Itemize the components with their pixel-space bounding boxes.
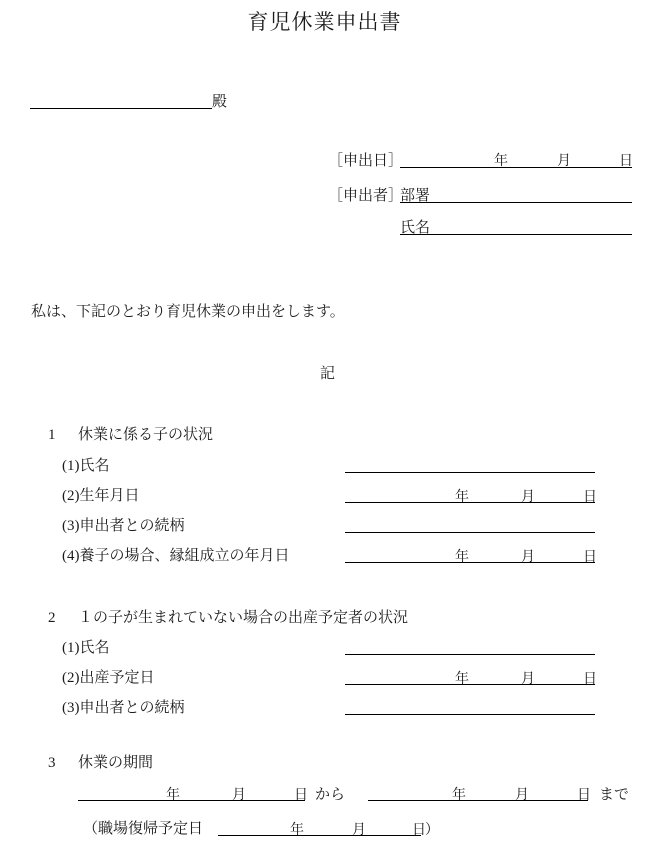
section-1-item-4-year-unit: 年 [455,550,469,565]
section-2-item-3-rule[interactable] [345,714,595,715]
section-1-item-3-rule[interactable] [345,532,595,533]
leave-end-month-unit: 月 [515,788,529,803]
section-2-item-2-day-unit: 日 [583,672,597,687]
submission-date-rule[interactable] [400,167,632,168]
section-1-item-2-year-unit: 年 [455,490,469,505]
section-3-heading [48,751,153,772]
leave-end-year-unit: 年 [452,788,466,803]
section-1-item-2-month-unit: 月 [521,490,535,505]
section-1-item-2-rule[interactable] [345,502,595,503]
section-1-item-1-label: (1)氏名 [62,458,110,474]
leave-start-year-unit: 年 [166,788,180,803]
leave-start-day-unit: 日 [294,788,308,803]
return-to-work-year-unit: 年 [290,823,304,838]
statement-text: 私は、下記のとおり育児休業の申出をします。 [31,304,345,320]
leave-start-date-rule[interactable] [78,800,305,801]
section-1-item-2-day-unit: 日 [583,490,597,505]
period-to-connector: まで [599,787,630,803]
section-2-heading [48,606,408,627]
section-3-number: 3 [48,755,56,771]
section-2-item-2-label: (2)出産予定日 [62,670,155,686]
section-1-item-2-label: (2)生年月日 [62,488,140,504]
submission-date-year-unit: 年 [494,154,508,169]
return-to-work-close-paren: ） [425,823,439,838]
ki-mark: 記 [319,366,335,382]
section-1-item-3-label: (3)申出者との続柄 [62,518,185,534]
section-1-heading-text: 休業に係る子の状況 [78,427,214,443]
section-1-item-4-label: (4)養子の場合、縁組成立の年月日 [62,548,290,564]
leave-end-date-rule[interactable] [368,800,588,801]
return-to-work-day-unit: 日 [412,823,426,838]
section-2-item-1-rule[interactable] [345,654,595,655]
section-2-item-2-month-unit: 月 [521,672,535,687]
section-1-item-4-month-unit: 月 [521,550,535,565]
submission-date-day-unit: 日 [619,154,633,169]
submission-date-label: ［申出日］ [328,153,404,169]
section-1-heading [48,423,213,444]
section-2-item-2-year-unit: 年 [455,672,469,687]
section-1-item-1-rule[interactable] [345,472,595,473]
submission-date-month-unit: 月 [557,154,571,169]
leave-end-day-unit: 日 [577,788,591,803]
applicant-label: ［申出者］ [328,188,404,204]
addressee-rule[interactable] [30,108,212,109]
section-2-item-3-label: (3)申出者との続柄 [62,700,185,716]
return-to-work-date-rule[interactable] [218,835,421,836]
section-3-heading-text: 休業の期間 [78,755,154,771]
section-2-item-2-rule[interactable] [345,684,595,685]
applicant-name-label: 氏名 [400,220,431,236]
return-to-work-label: （職場復帰予定日 [83,821,204,837]
department-rule[interactable] [400,202,632,203]
section-2-number: 2 [48,610,56,626]
period-from-connector: から [315,787,346,803]
leave-start-month-unit: 月 [232,788,246,803]
section-2-item-1-label: (1)氏名 [62,640,110,656]
department-label: 部署 [400,188,431,204]
addressee-honorific: 殿 [212,94,228,110]
return-to-work-month-unit: 月 [352,823,366,838]
section-1-item-4-rule[interactable] [345,562,595,563]
section-2-heading-text: １の子が生まれていない場合の出産予定者の状況 [78,610,409,626]
section-1-item-4-day-unit: 日 [583,550,597,565]
applicant-name-rule[interactable] [400,234,632,235]
section-1-number: 1 [48,427,56,443]
page-title: 育児休業申出書 [247,10,402,34]
